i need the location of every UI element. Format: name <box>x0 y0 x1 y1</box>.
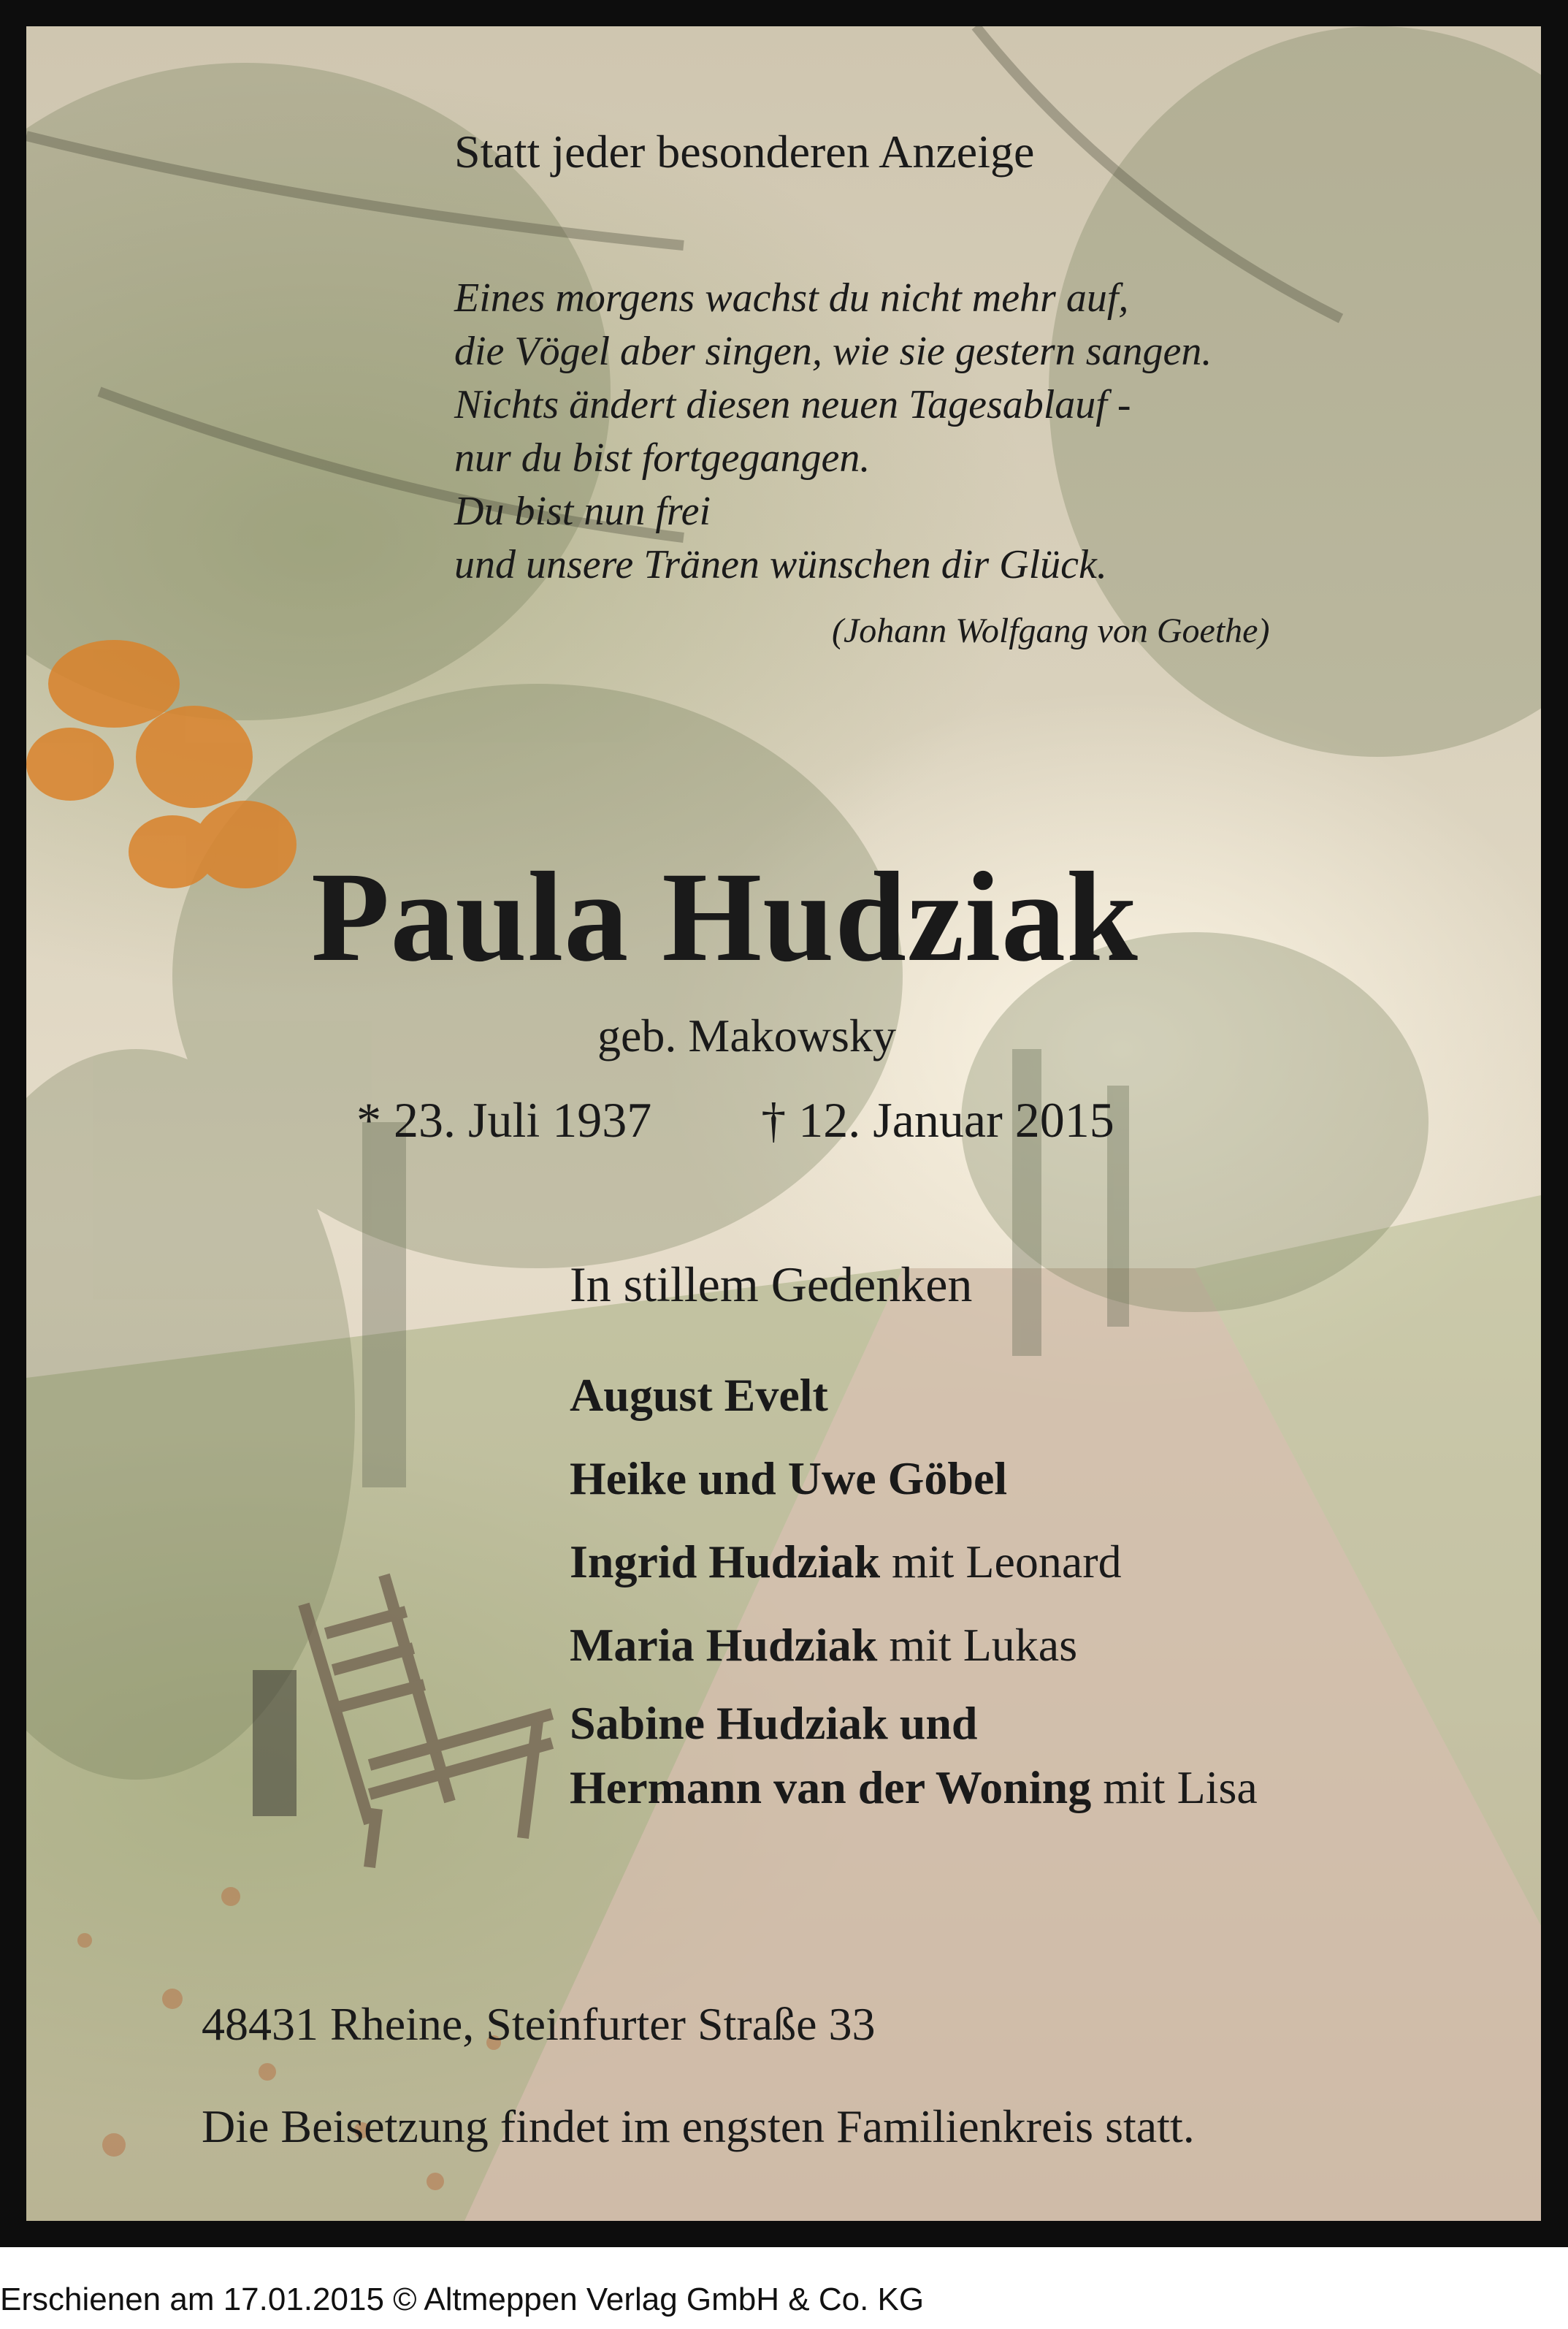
birth-date: * 23. Juli 1937 <box>356 1092 652 1148</box>
maiden-name: geb. Makowsky <box>597 1010 896 1061</box>
poem-line: nur du bist fortgegangen. <box>454 435 871 481</box>
poem-line: Nichts ändert diesen neuen Tagesablauf - <box>454 382 1131 427</box>
poem-line: und unsere Tränen wünschen dir Glück. <box>454 542 1107 587</box>
poem <box>454 272 1212 592</box>
deceased-name: Paula Hudziak <box>311 846 1139 988</box>
life-dates <box>356 1091 1114 1149</box>
address: 48431 Rheine, Steinfurter Straße 33 <box>202 1998 876 2050</box>
mourner: Hermann van der Woning mit Lisa <box>570 1761 1258 1813</box>
mourners-list <box>570 1354 1258 1815</box>
mourner: Maria Hudziak mit Lukas <box>570 1619 1078 1671</box>
poem-line: Eines morgens wachst du nicht mehr auf, <box>454 275 1129 321</box>
poem-line: die Vögel aber singen, wie sie gestern sangen. <box>454 329 1212 374</box>
notice-header: Statt jeder besonderen Anzeige <box>454 126 1035 178</box>
mourner: August Evelt <box>570 1369 828 1421</box>
memory-line: In stillem Gedenken <box>570 1257 973 1312</box>
death-date: † 12. Januar 2015 <box>761 1092 1114 1148</box>
mourner: Heike und Uwe Göbel <box>570 1452 1008 1504</box>
mourner: Ingrid Hudziak mit Leonard <box>570 1536 1122 1587</box>
mourner: Sabine Hudziak und <box>570 1697 978 1749</box>
publication-credit: Erschienen am 17.01.2015 © Altmeppen Verlag GmbH & Co. KG <box>0 2282 925 2317</box>
poem-author: (Johann Wolfgang von Goethe) <box>832 611 1270 650</box>
obituary-notice <box>26 26 1541 2221</box>
poem-line: Du bist nun frei <box>454 489 711 534</box>
funeral-info: Die Beisetzung findet im engsten Familienkreis statt. <box>202 2100 1195 2152</box>
